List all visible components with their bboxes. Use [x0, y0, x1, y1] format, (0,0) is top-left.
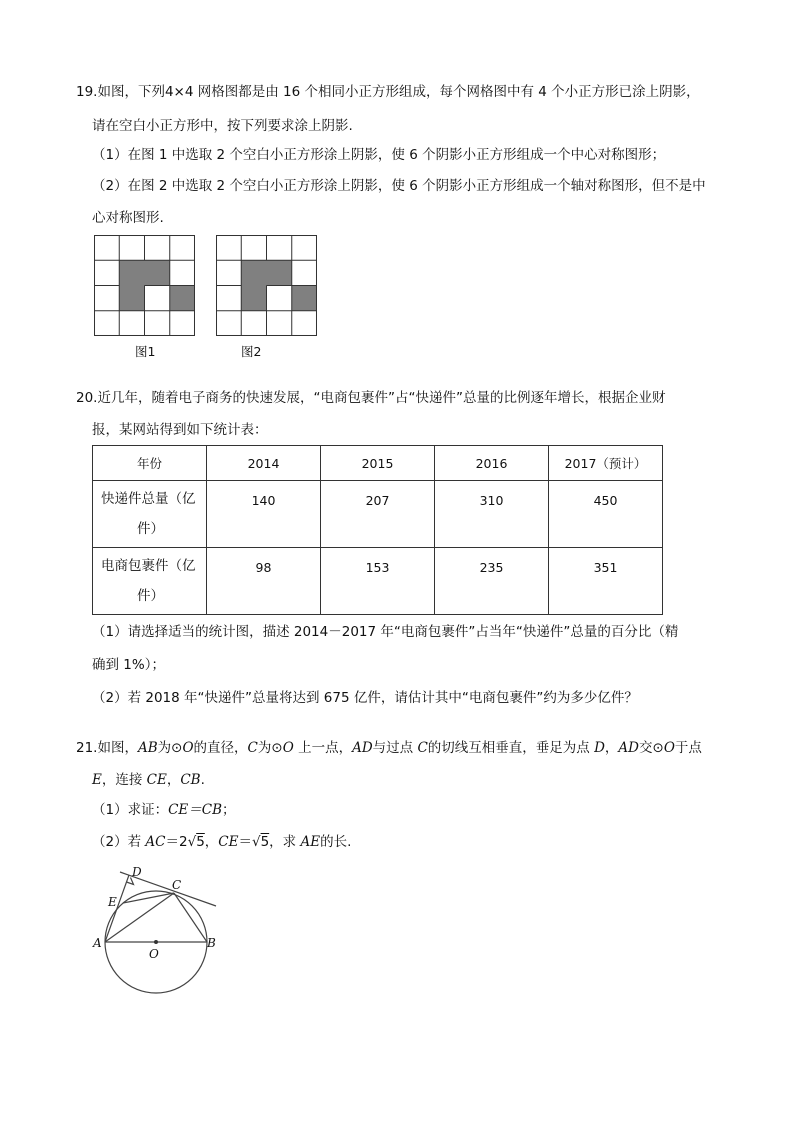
- text: 为⊙: [157, 740, 183, 756]
- q21-stem-line1: [76, 738, 702, 758]
- text: 于点: [674, 740, 702, 756]
- text: 上一点，: [293, 740, 353, 756]
- circle-geometry-figure: [90, 860, 230, 1000]
- q20-part1-line2: 确到 1%）；: [92, 657, 165, 673]
- text: 的长.: [320, 834, 352, 850]
- text: 为⊙: [257, 740, 283, 756]
- table-header-cell: 年份: [93, 446, 207, 481]
- label-e: E: [108, 895, 117, 909]
- table-cell: 351: [549, 548, 663, 615]
- q19-part1: （1）在图 1 中选取 2 个空白小正方形涂上阴影，使 6 个阴影小正方形组成一个中心对称图形；: [92, 147, 666, 163]
- point-o: O: [182, 740, 194, 756]
- statistics-table: [92, 445, 663, 615]
- table-header-cell: 2015: [321, 446, 435, 481]
- figure-1-caption: 图1: [135, 344, 156, 359]
- q21-stem-line2: [92, 770, 205, 790]
- segment-ad: AD: [352, 740, 373, 756]
- text: ，: [204, 834, 219, 850]
- point-c: C: [247, 740, 258, 756]
- label-a: A: [93, 936, 102, 950]
- text: （2）若: [92, 834, 146, 850]
- label-o: O: [149, 947, 159, 961]
- q19-part2-line1: （2）在图 2 中选取 2 个空白小正方形涂上阴影，使 6 个阴影小正方形组成一个轴对称图形，但不是中: [92, 178, 706, 194]
- text: ＝2: [165, 834, 188, 850]
- table-cell: 140: [207, 481, 321, 548]
- table-header-cell: 2017（预计）: [549, 446, 663, 481]
- text: 的切线互相垂直，垂足为点: [427, 740, 595, 756]
- table-cell: 450: [549, 481, 663, 548]
- segment-ae: AE: [300, 834, 321, 850]
- q19-stem-line2: 请在空白小正方形中，按下列要求涂上阴影.: [92, 118, 353, 134]
- table-header-row: [93, 446, 663, 481]
- text: ＝: [238, 834, 252, 850]
- q20-stem-line1: 20.近几年，随着电子商务的快速发展，“电商包裹件”占“快递件”总量的比例逐年增长，根据企业财: [76, 390, 666, 406]
- segment-cb: CB: [180, 772, 201, 788]
- segment-cb: [174, 893, 207, 942]
- text: ，求: [269, 834, 301, 850]
- label-d: D: [132, 865, 142, 879]
- point-d: D: [594, 740, 605, 756]
- text: 交⊙: [639, 740, 664, 756]
- q20-stem-line2: 报，某网站得到如下统计表：: [92, 422, 268, 438]
- segment-ac: AC: [145, 834, 166, 850]
- text: ，连接: [101, 772, 147, 788]
- table-cell: 98: [207, 548, 321, 615]
- point-c: C: [417, 740, 428, 756]
- table-cell: 310: [435, 481, 549, 548]
- text: （1）求证：: [92, 802, 169, 818]
- radicand: 5: [196, 834, 205, 850]
- segment-ce: CE: [218, 834, 239, 850]
- text: .: [200, 772, 205, 788]
- table-header-cell: 2014: [207, 446, 321, 481]
- q20-part1-line1: （1）请选择适当的统计图，描述 2014－2017 年“电商包裹件”占当年“快递件”总量的百分比（精: [92, 624, 679, 640]
- grid-figure-1: [94, 235, 195, 336]
- text: 与过点: [372, 740, 418, 756]
- segment-ad: AD: [618, 740, 639, 756]
- text: 21.如图，: [76, 740, 138, 756]
- table-row: [93, 548, 663, 615]
- text: 的直径，: [193, 740, 248, 756]
- segment-ab: AB: [137, 740, 158, 756]
- text: ，: [604, 740, 619, 756]
- equation: CE＝CB: [168, 802, 223, 818]
- table-cell: 235: [435, 548, 549, 615]
- row-label-line1: 电商包裹件（亿: [101, 558, 196, 574]
- label-c: C: [172, 878, 182, 892]
- table-row: [93, 481, 663, 548]
- row-label: [93, 481, 207, 548]
- row-label-line2: 件）: [137, 588, 164, 604]
- table-cell: 207: [321, 481, 435, 548]
- table-cell: 153: [321, 548, 435, 615]
- text: ，: [166, 772, 181, 788]
- point-e: E: [92, 772, 102, 788]
- row-label: [93, 548, 207, 615]
- q20-part2: （2）若 2018 年“快递件”总量将达到 675 亿件，请估计其中“电商包裹件”约为多少亿件？: [92, 690, 638, 706]
- radicand: 5: [260, 834, 270, 850]
- row-label-line2: 件）: [137, 521, 164, 537]
- q21-part1: [92, 800, 236, 820]
- point-o: O: [663, 740, 675, 756]
- center-point: [154, 940, 158, 944]
- sqrt-symbol: √: [251, 834, 261, 850]
- grid-figure-2: [216, 235, 317, 336]
- point-o: O: [282, 740, 294, 756]
- label-b: B: [207, 936, 216, 950]
- figure-2-caption: 图2: [241, 344, 262, 359]
- table-header-cell: 2016: [435, 446, 549, 481]
- row-label-line1: 快递件总量（亿: [101, 491, 196, 507]
- text: ；: [222, 802, 236, 818]
- sqrt-symbol: √: [187, 834, 197, 850]
- q19-stem-line1: 19.如图，下列4×4 网格图都是由 16 个相同小正方形组成，每个网格图中有 4 个小正方形已涂上阴影，: [76, 84, 700, 100]
- segment-ce: CE: [146, 772, 167, 788]
- q19-part2-line2: 心对称图形.: [92, 210, 164, 226]
- q21-part2: [92, 832, 351, 852]
